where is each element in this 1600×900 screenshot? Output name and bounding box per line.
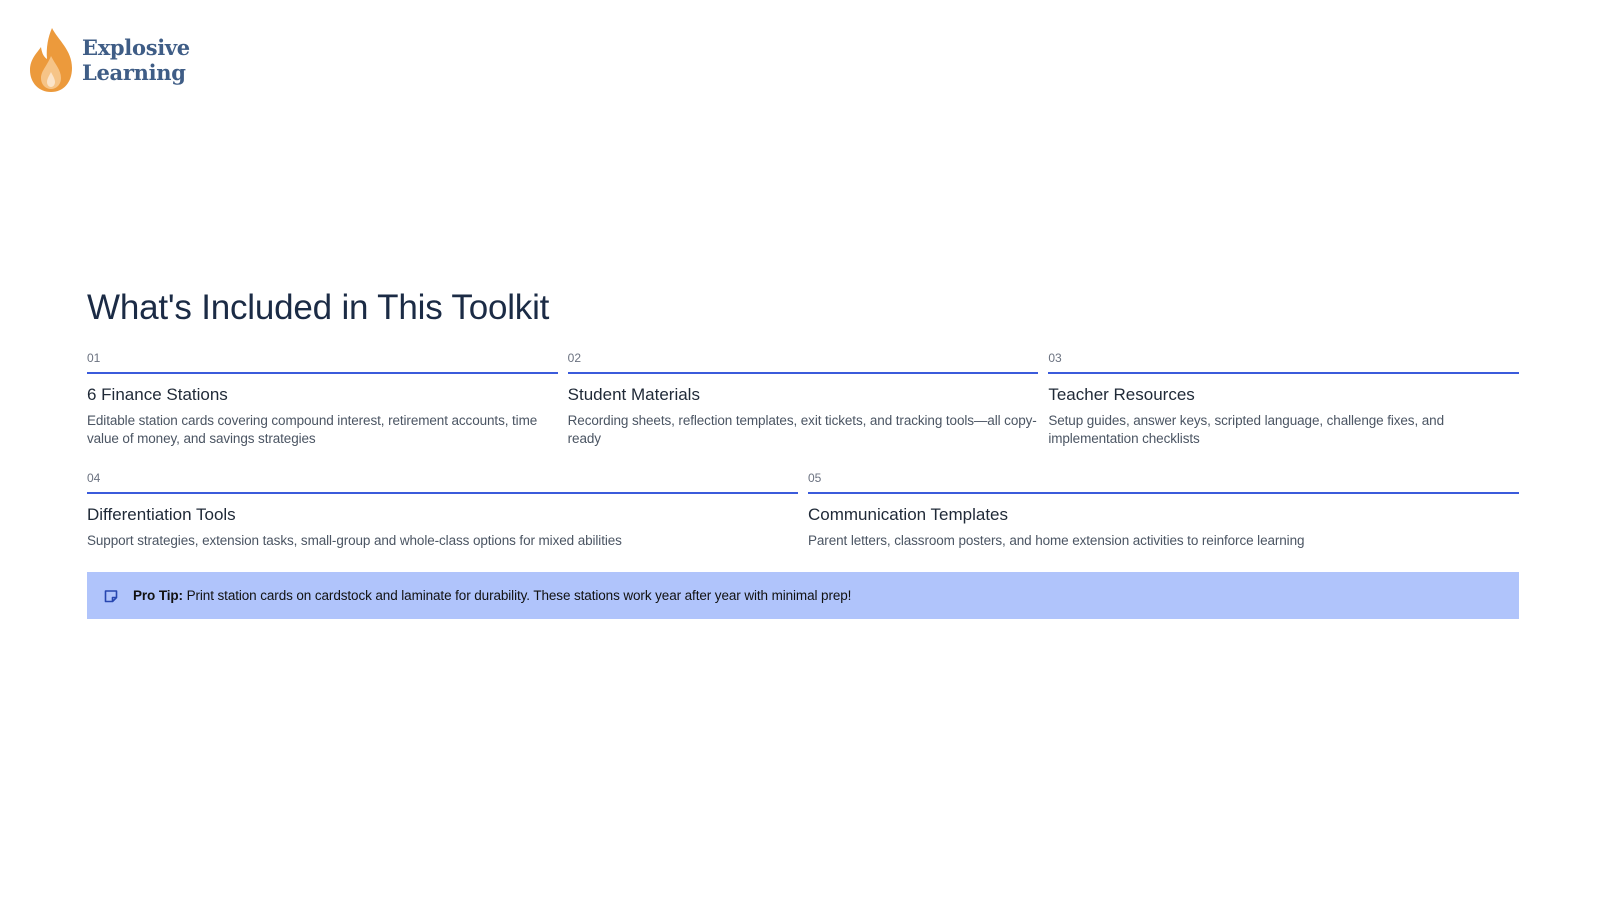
- brand-line-2: Learning: [82, 60, 186, 85]
- brand-logo: [28, 26, 190, 94]
- item-number: 05: [808, 470, 1519, 494]
- brand-line-1: Explosive: [82, 35, 190, 60]
- item-description: Parent letters, classroom posters, and home extension activities to reinforce learning: [808, 533, 1305, 548]
- items-row-1: [87, 350, 1519, 448]
- pro-tip-label: Pro Tip:: [133, 588, 183, 603]
- brand-name: [82, 35, 190, 85]
- item-description: Recording sheets, reflection templates, exit tickets, and tracking tools—all copy-ready: [567, 413, 1037, 446]
- flame-icon: [28, 26, 74, 94]
- pro-tip-text: [133, 588, 851, 603]
- toolkit-section: [87, 284, 1519, 619]
- pro-tip-banner: [87, 572, 1519, 619]
- item-number: 03: [1048, 350, 1519, 374]
- item-description: Support strategies, extension tasks, small-group and whole-class options for mixed abilities: [87, 533, 622, 548]
- item-title: Differentiation Tools: [87, 505, 236, 524]
- item-description: Setup guides, answer keys, scripted language, challenge fixes, and implementation checklists: [1048, 413, 1444, 446]
- pro-tip-body: Print station cards on cardstock and laminate for durability. These stations work year after year with minimal prep!: [182, 588, 852, 603]
- items-row-2: [87, 470, 1519, 550]
- item-title: Communication Templates: [808, 505, 1008, 524]
- item-number: 01: [87, 350, 558, 374]
- item-title: Teacher Resources: [1048, 385, 1195, 404]
- toolkit-item: [1048, 350, 1519, 448]
- item-number: 02: [568, 350, 1039, 374]
- toolkit-item: [87, 350, 558, 448]
- toolkit-item: [87, 470, 798, 550]
- sticky-note-icon: [103, 588, 119, 604]
- page-title: What's Included in This Toolkit: [87, 288, 550, 327]
- item-number: 04: [87, 470, 798, 494]
- item-title: 6 Finance Stations: [87, 385, 228, 404]
- item-description: Editable station cards covering compound interest, retirement accounts, time value of money, and savings strategies: [87, 413, 538, 446]
- item-title: Student Materials: [567, 385, 700, 404]
- toolkit-item: [568, 350, 1039, 448]
- toolkit-item: [808, 470, 1519, 550]
